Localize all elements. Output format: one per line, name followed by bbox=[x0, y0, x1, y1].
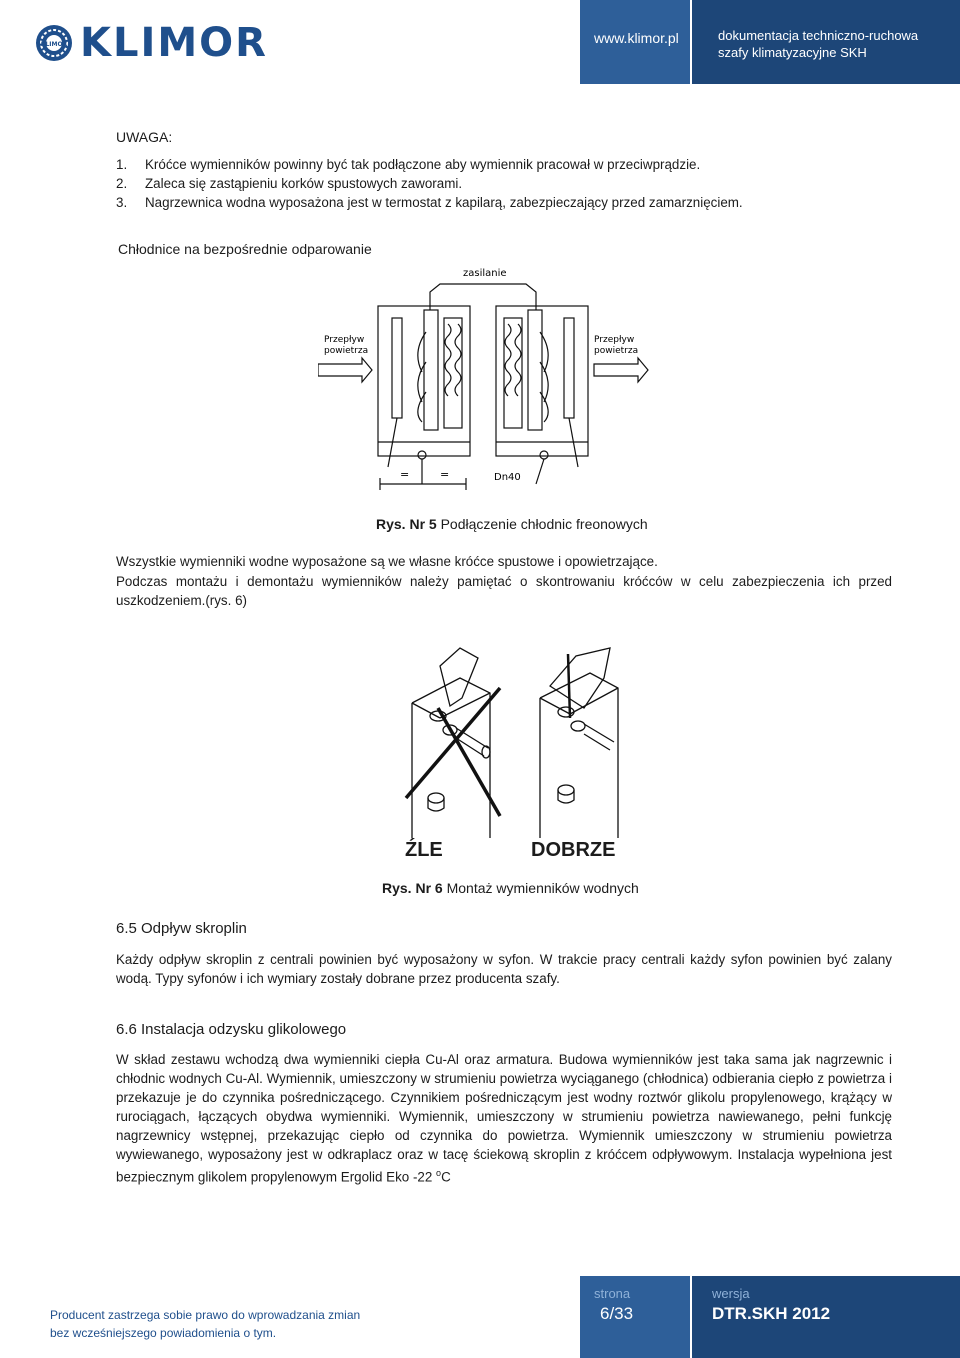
unit-text: C bbox=[441, 1169, 451, 1185]
logo-text: KLIMOR bbox=[80, 20, 268, 66]
label-dn40: Dn40 bbox=[494, 472, 521, 483]
paragraph-drains: Wszystkie wymienniki wodne wyposażone są we własne króćce spustowe i opowietrzające. bbox=[116, 554, 658, 569]
right-unit-sensor bbox=[564, 318, 574, 418]
paragraph-6-5: Każdy odpływ skroplin z centrali powinien być wyposażony w syfon. W trakcie pracy centrali każdy syfon powinien być zalany wodą. Typy syfonów i ich wymiary zostały dobrane przez producenta szafy. bbox=[116, 952, 892, 986]
page-footer bbox=[0, 1276, 960, 1358]
label-supply: zasilanie bbox=[463, 268, 507, 279]
heading-6-6: 6.6 Instalacja odzysku glikolowego bbox=[116, 1021, 347, 1038]
warning-item-2-text: Zaleca się zastąpieniu korków spustowych zaworami. bbox=[145, 176, 463, 191]
left-block-outline bbox=[412, 678, 490, 838]
logo-badge-text: KLIMOR bbox=[40, 41, 68, 48]
doc-title-line1: dokumentacja techniczno-ruchowa bbox=[718, 28, 919, 43]
left-hand-wrench bbox=[440, 648, 478, 706]
footer-note-line2: bez wcześniejszego powiadomienia o tym. bbox=[50, 1326, 277, 1340]
label-airflow-right-1: Przepływ bbox=[594, 335, 635, 345]
version-label: wersja bbox=[712, 1286, 750, 1301]
fig6-caption bbox=[382, 879, 639, 898]
doc-title-line2: szafy klimatyzacyjne SKH bbox=[718, 45, 867, 60]
section-cooler-title: Chłodnice na bezpośrednie odparowanie bbox=[118, 241, 372, 257]
fig6-caption-text: Montaż wymienników wodnych bbox=[446, 880, 639, 896]
label-equal-2: = bbox=[440, 468, 450, 481]
fig5-caption-text: Podłączenie chłodnic freonowych bbox=[440, 516, 648, 532]
klimor-logo bbox=[34, 20, 268, 66]
heading-6-5: 6.5 Odpływ skroplin bbox=[116, 920, 247, 937]
unit-superscript: o bbox=[436, 1168, 442, 1178]
footer-note-line1: Producent zastrzega sobie prawo do wprowadzania zmian bbox=[50, 1308, 361, 1322]
page-header bbox=[0, 0, 960, 84]
paragraph-mounting: Podczas montażu i demontażu wymienników należy pamiętać o skontrowaniu króćców w celu zabezpieczenia ich przed uszkodzeniem.(rys. 6) bbox=[116, 574, 892, 608]
page-label: strona bbox=[594, 1286, 631, 1301]
left-unit-sensor bbox=[392, 318, 402, 418]
page-number: 6/33 bbox=[600, 1304, 634, 1323]
exchanger-mounting-figure bbox=[400, 638, 620, 838]
warning-item-3-num: 3. bbox=[116, 195, 128, 210]
paragraph-6-6 bbox=[116, 1050, 892, 1186]
label-airflow-right-2: powietrza bbox=[594, 346, 639, 356]
fig5-caption bbox=[376, 515, 648, 534]
warning-item-1-text: Króćce wymienników powinny być tak podłączone aby wymiennik pracował w przeciwprądzie. bbox=[145, 157, 701, 172]
label-equal-1: = bbox=[400, 468, 410, 481]
right-block-outline bbox=[540, 673, 618, 838]
warning-title: UWAGA: bbox=[116, 129, 173, 145]
left-unit-coil bbox=[424, 310, 438, 430]
version-value: DTR.SKH 2012 bbox=[712, 1304, 831, 1323]
cooler-connection-diagram bbox=[318, 262, 658, 492]
label-correct: DOBRZE bbox=[531, 839, 616, 861]
paragraph-6-6-text: W skład zestawu wchodzą dwa wymienniki ciepła Cu-Al oraz armatura. Budowa wymienników jest taka sama jak nagrzewnic i chłodnic wodnych Cu-Al. Wymiennik, umieszczony w strumieniu powietrza wyciąganego (chłodnica) odbierania ciepło z powietrza i przekazuje je do czynnika pośredniczącego. Czynnikiem pośredniczącym jest wodny roztwór glikolu propylenowego, krążący w rurociągach, łączących obydwa wymienniki. Wymiennik, umieszczony w strumieniu powietrza nawiewanego, pełni funkcję nagrzewnicy wstępnej, przekazując ciepło od czynnika do powietrza. Wymiennik umieszczony w strumieniu powietrza wywiewanego, wyposażony jest w odkraplacz oraz w tacę ściekową skroplin z króćcem odpływowym. Instalacja wypełniona jest bezpiecznym glikolem propylenowym Ergolid Eko -22 bbox=[116, 1052, 892, 1185]
logo-badge-icon bbox=[34, 23, 74, 63]
warning-item-1-num: 1. bbox=[116, 157, 128, 172]
label-airflow-left-1: Przepływ bbox=[324, 335, 365, 345]
fig6-caption-prefix: Rys. Nr 6 bbox=[382, 880, 443, 896]
warning-item-3-text: Nagrzewnica wodna wyposażona jest w termostat z kapilarą, zabezpieczający przed zamarznięciem. bbox=[145, 195, 743, 210]
website-link[interactable]: www.klimor.pl bbox=[594, 30, 679, 46]
label-airflow-left-2: powietrza bbox=[324, 346, 369, 356]
label-wrong: ŹLE bbox=[405, 839, 443, 861]
warning-item-2-num: 2. bbox=[116, 176, 128, 191]
right-unit-coil bbox=[528, 310, 542, 430]
fig5-caption-prefix: Rys. Nr 5 bbox=[376, 516, 437, 532]
